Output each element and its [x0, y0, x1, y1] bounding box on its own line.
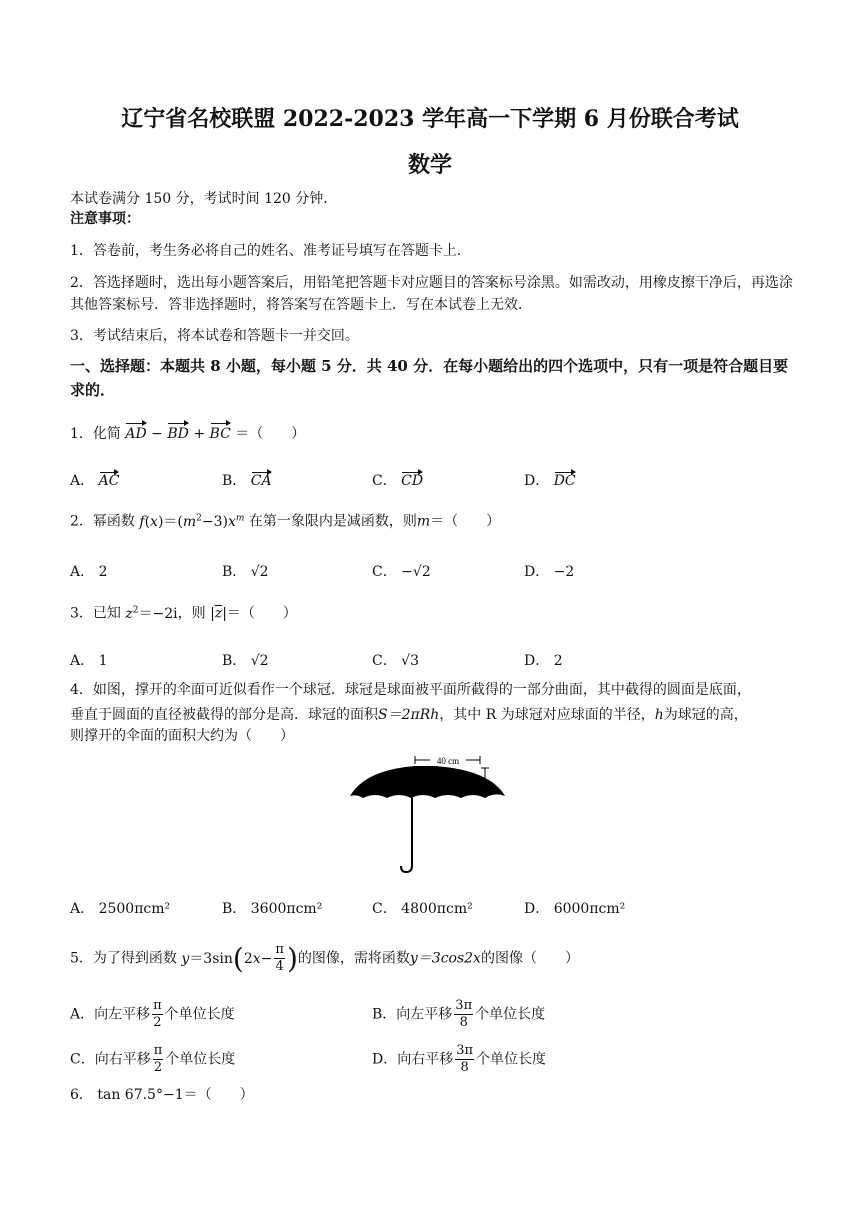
q1-option-b[interactable]: B． CA: [222, 473, 272, 489]
width-label: 40 cm: [436, 756, 460, 766]
q3-option-d[interactable]: D． 2: [524, 653, 563, 669]
q5-option-d[interactable]: D．向右平移 $\frac{3\pi}{8}$ 个单位长度: [372, 1043, 547, 1075]
height-label: 30 cm: [471, 781, 491, 790]
q5-option-b[interactable]: B．向左平移 $\frac{3\pi}{8}$ 个单位长度: [372, 998, 546, 1030]
q3-option-a[interactable]: A． 1: [70, 653, 108, 669]
notice-item-2: 2．答选择题时，选出每小题答案后，用铅笔把答题卡对应题目的答案标号涂黑。如需改动，用橡皮擦干净后，再选涂其他答案标号．答非选择题时，将答案写在答题卡上．写在本试卷上无效．: [70, 275, 793, 313]
q4-formula: S＝2πRh: [378, 707, 440, 723]
notice-item-1: 1．答卷前，考生务必将自己的姓名、准考证号填写在答题卡上．: [70, 243, 471, 259]
q2-option-b[interactable]: B． √2: [222, 564, 269, 580]
q4-option-d[interactable]: D． 6000πcm²: [524, 901, 626, 917]
umbrella-figure: [345, 748, 515, 878]
q1-suffix: ＝（ ）: [235, 426, 306, 442]
question-4-line-2: 垂直于圆面的直径被截得的部分是高．球冠的面积S＝2πRh，其中 R 为球冠对应球面的半径，h为球冠的高，: [70, 707, 748, 723]
question-4-line-3: 则撑开的伞面的面积大约为（ ）: [70, 728, 294, 744]
exam-title: 辽宁省名校联盟 2022-2023 学年高一下学期 6 月份联合考试: [121, 106, 739, 132]
q3-option-c[interactable]: C． √3: [372, 653, 419, 669]
q3-modulus: $|\overline{z}|$: [210, 605, 227, 622]
intro-line: 本试卷满分 150 分，考试时间 120 分钟．: [70, 191, 338, 207]
q1-option-d[interactable]: D． DC: [524, 473, 576, 489]
q3-equation: $z^2=-2i$: [125, 605, 178, 622]
q4-option-c[interactable]: C． 4800πcm²: [372, 901, 473, 917]
q5-target-function: y＝3sin(2x− $\frac{\pi}{4}$ ): [181, 941, 298, 975]
question-1: 1．化简 AD − BD + BC ＝（ ）: [70, 426, 306, 442]
question-5: 5．为了得到函数 y＝3sin(2x− $\frac{\pi}{4}$ )的图像，需将函数y＝3cos2x的图像（ ）: [70, 941, 579, 975]
q4-option-a[interactable]: A． 2500πcm²: [70, 901, 171, 917]
question-6: 6． tan 67.5°−1＝（ ）: [70, 1087, 254, 1103]
q1-prefix: 1．化简: [70, 426, 121, 442]
q2-option-d[interactable]: D． −2: [524, 564, 575, 580]
question-2: 2．幂函数 $f(x)=(m^2-3)x^m$ 在第一象限内是减函数，则m＝（ ）: [70, 513, 501, 530]
q2-option-a[interactable]: A． 2: [70, 564, 108, 580]
q1-vector-1: AD: [125, 426, 147, 442]
section-heading: 一、选择题：本题共 8 小题，每小题 5 分．共 40 分．在每小题给出的四个选项中，只有一项是符合题目要求的．: [70, 357, 789, 399]
question-4-line-1: 4．如图，撑开的伞面可近似看作一个球冠．球冠是球面被平面所截得的一部分曲面，其中截得的圆面是底面，: [70, 682, 751, 698]
question-3: 3．已知 $z^2=-2i$，则 $|\overline{z}|=$（ ）: [70, 605, 297, 622]
q2-power-function: $f(x)=(m^2-3)x^m$: [139, 513, 245, 530]
notice-label: 注意事项：: [70, 211, 140, 227]
q1-option-a[interactable]: A． AC: [70, 473, 120, 489]
q1-option-c[interactable]: C． CD: [372, 473, 424, 489]
q2-option-c[interactable]: C． −√2: [372, 564, 431, 580]
umbrella-handle: [401, 858, 412, 872]
exam-subject: 数学: [407, 152, 452, 178]
q3-option-b[interactable]: B． √2: [222, 653, 269, 669]
q1-vector-2: BD: [167, 426, 189, 442]
q5-option-a[interactable]: A．向左平移 $\frac{\pi}{2}$ 个单位长度: [70, 998, 235, 1030]
notice-item-3: 3．考试结束后，将本试卷和答题卡一并交回。: [70, 328, 359, 344]
q1-vector-3: BC: [209, 426, 231, 442]
q4-option-b[interactable]: B． 3600πcm²: [222, 901, 323, 917]
q5-option-c[interactable]: C．向右平移 $\frac{\pi}{2}$ 个单位长度: [70, 1043, 236, 1075]
